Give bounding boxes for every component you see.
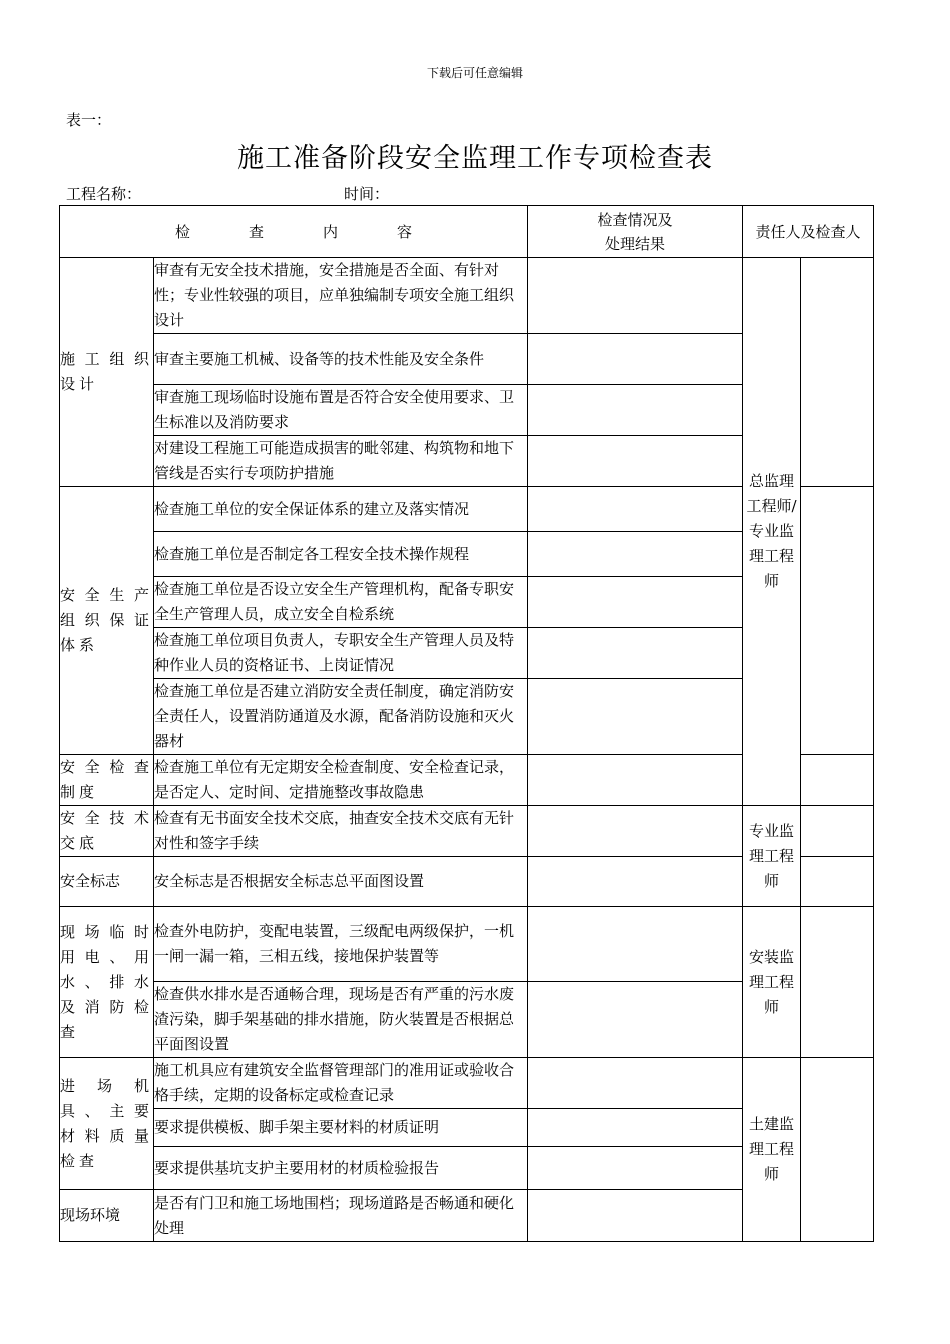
inspector-cell[interactable] xyxy=(801,487,874,755)
project-name-label: 工程名称： xyxy=(66,185,142,203)
category-cell: 安全检查制度 xyxy=(60,755,154,806)
item-cell: 审查主要施工机械、设备等的技术性能及安全条件 xyxy=(154,334,528,385)
result-cell[interactable] xyxy=(528,385,743,436)
header-row xyxy=(60,206,874,258)
item-cell: 检查施工单位是否制定各工程安全技术操作规程 xyxy=(154,532,528,577)
result-cell[interactable] xyxy=(528,1190,743,1242)
item-cell: 检查施工单位的安全保证体系的建立及落实情况 xyxy=(154,487,528,532)
responsible-cell: 土建监理工程师 xyxy=(743,1058,801,1242)
item-cell: 检查施工单位项目负责人，专职安全生产管理人员及特种作业人员的资格证书、上岗证情况 xyxy=(154,628,528,679)
item-cell: 检查施工单位是否建立消防安全责任制度，确定消防安全责任人，设置消防通道及水源，配备消防设施和灭火器材 xyxy=(154,679,528,755)
result-cell[interactable] xyxy=(528,487,743,532)
responsible-cell: 专业监理工程师 xyxy=(743,806,801,907)
responsible-cell: 总监理工程师/专业监理工程师 xyxy=(743,258,801,806)
result-cell[interactable] xyxy=(528,628,743,679)
inspector-cell[interactable] xyxy=(801,258,874,487)
category-cell: 施工组织设计 xyxy=(60,258,154,487)
result-cell[interactable] xyxy=(528,1147,743,1190)
item-cell: 安全标志是否根据安全标志总平面图设置 xyxy=(154,857,528,907)
item-cell: 检查有无书面安全技术交底，抽查安全技术交底有无针对性和签字手续 xyxy=(154,806,528,857)
header-responsible: 责任人及检查人 xyxy=(743,206,874,258)
item-cell: 审查施工现场临时设施布置是否符合安全使用要求、卫生标准以及消防要求 xyxy=(154,385,528,436)
header-note: 下载后可任意编辑 xyxy=(426,66,523,80)
item-cell: 要求提供基坑支护主要用材的材质检验报告 xyxy=(154,1147,528,1190)
inspector-cell[interactable] xyxy=(801,1058,874,1242)
meta-line xyxy=(66,183,886,204)
category-cell: 进场机具、主要材料质量检查 xyxy=(60,1058,154,1190)
result-cell[interactable] xyxy=(528,679,743,755)
result-cell[interactable] xyxy=(528,907,743,982)
item-cell: 是否有门卫和施工场地围档；现场道路是否畅通和硬化处理 xyxy=(154,1190,528,1242)
header-result: 检查情况及 处理结果 xyxy=(528,206,743,258)
table-row xyxy=(60,258,874,334)
item-cell: 检查供水排水是否通畅合理，现场是否有严重的污水废渣污染，脚手架基础的排水措施，防火装置是否根据总平面图设置 xyxy=(154,982,528,1058)
item-cell: 对建设工程施工可能造成损害的毗邻建、构筑物和地下管线是否实行专项防护措施 xyxy=(154,436,528,487)
result-cell[interactable] xyxy=(528,1058,743,1109)
result-cell[interactable] xyxy=(528,857,743,907)
table-row xyxy=(60,907,874,982)
result-cell[interactable] xyxy=(528,334,743,385)
table-label: 表一： xyxy=(66,111,112,129)
result-cell[interactable] xyxy=(528,982,743,1058)
inspector-cell[interactable] xyxy=(801,857,874,907)
item-cell: 施工机具应有建筑安全监督管理部门的准用证或验收合格手续，定期的设备标定或检查记录 xyxy=(154,1058,528,1109)
inspection-table xyxy=(59,205,874,1242)
category-cell: 安全生产组织保证体系 xyxy=(60,487,154,755)
result-cell[interactable] xyxy=(528,755,743,806)
result-cell[interactable] xyxy=(528,436,743,487)
result-cell[interactable] xyxy=(528,577,743,628)
category-cell: 现场环境 xyxy=(60,1190,154,1242)
inspector-cell[interactable] xyxy=(801,907,874,1058)
table-row xyxy=(60,806,874,857)
page-title: 施工准备阶段安全监理工作专项检查表 xyxy=(237,143,713,174)
result-cell[interactable] xyxy=(528,258,743,334)
result-cell[interactable] xyxy=(528,532,743,577)
result-cell[interactable] xyxy=(528,1109,743,1147)
item-cell: 检查外电防护，变配电装置，三级配电两级保护，一机一闸一漏一箱，三相五线，接地保护装置等 xyxy=(154,907,528,982)
time-label: 时间： xyxy=(344,185,390,203)
item-cell: 审查有无安全技术措施，安全措施是否全面、有针对性；专业性较强的项目，应单独编制专项安全施工组织设计 xyxy=(154,258,528,334)
item-cell: 检查施工单位是否设立安全生产管理机构，配备专职安全生产管理人员，成立安全自检系统 xyxy=(154,577,528,628)
category-cell: 安全技术交底 xyxy=(60,806,154,857)
result-cell[interactable] xyxy=(528,806,743,857)
item-cell: 要求提供模板、脚手架主要材料的材质证明 xyxy=(154,1109,528,1147)
responsible-cell: 安装监理工程师 xyxy=(743,907,801,1058)
category-cell: 现场临时用电、用水、排水及消防检查 xyxy=(60,907,154,1058)
item-cell: 检查施工单位有无定期安全检查制度、安全检查记录，是否定人、定时间、定措施整改事故隐患 xyxy=(154,755,528,806)
inspector-cell[interactable] xyxy=(801,806,874,857)
inspector-cell[interactable] xyxy=(801,755,874,806)
header-content: 检 查 内 容 xyxy=(60,206,528,258)
table-row xyxy=(60,1058,874,1109)
category-cell: 安全标志 xyxy=(60,857,154,907)
